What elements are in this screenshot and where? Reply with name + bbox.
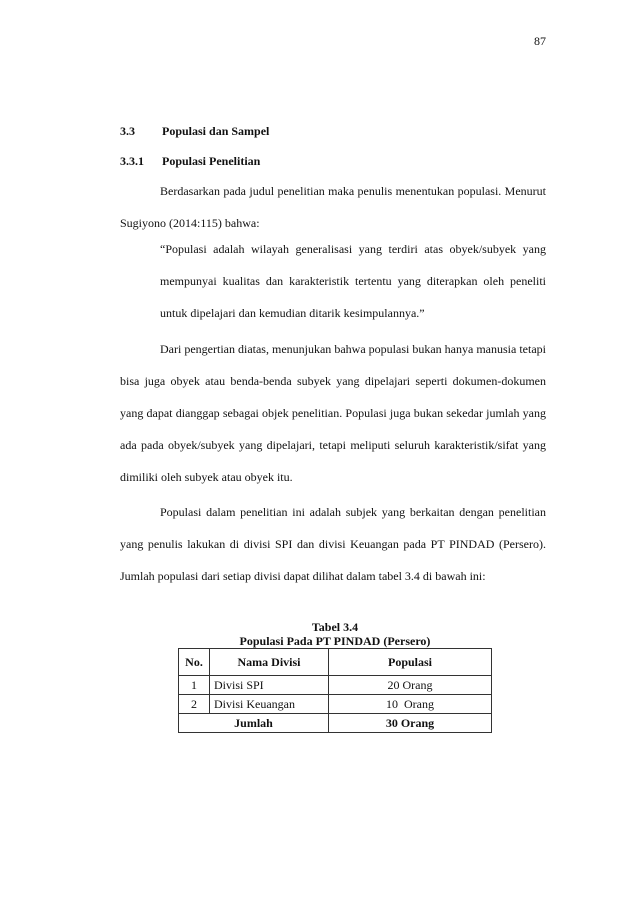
paragraph-population: Populasi dalam penelitian ini adalah subjek yang berkaitan dengan penelitian yang penulis lakukan di divisi SPI dan divisi Keuangan pada PT PINDAD (Persero). Jumlah populasi dari setiap divisi dapat dilihat dalam tabel 3.4 di bawah ini:	[120, 505, 546, 583]
total-population: 30 Orang	[329, 714, 492, 733]
cell-population: 20 Orang	[329, 676, 492, 695]
table-caption-number: Tabel 3.4	[311, 620, 359, 634]
header-no: No.	[179, 649, 210, 676]
header-name: Nama Divisi	[210, 649, 329, 676]
population-table	[178, 648, 492, 733]
cell-name: Divisi Keuangan	[210, 695, 329, 714]
paragraph-definition: Dari pengertian diatas, menunjukan bahwa populasi bukan hanya manusia tetapi bisa juga obyek atau benda-benda subyek yang dipelajari seperti dokumen-dokumen yang dapat dianggap sebagai objek penelitian. Populasi juga bukan sekedar jumlah yang ada pada obyek/subyek yang dipelajari, tetapi meliputi seluruh karakteristik/sifat yang dimiliki oleh subyek atau obyek itu.	[120, 342, 546, 484]
cell-population: 10 Orang	[329, 695, 492, 714]
cell-no: 2	[179, 695, 210, 714]
total-label: Jumlah	[179, 714, 329, 733]
section-number: 3.3	[120, 124, 135, 138]
cell-no: 1	[179, 676, 210, 695]
block-quote: “Populasi adalah wilayah generalisasi yang terdiri atas obyek/subyek yang mempunyai kualitas dan karakteristik tertentu yang diterapkan oleh peneliti untuk dipelajari dan kemudian ditarik kesimpulannya.”	[160, 242, 546, 320]
section-heading	[120, 124, 269, 139]
subsection-title: Populasi Penelitian	[162, 154, 261, 168]
paragraph-intro: Berdasarkan pada judul penelitian maka penulis menentukan populasi. Menurut Sugiyono (2014:115) bahwa:	[120, 184, 546, 230]
header-population: Populasi	[329, 649, 492, 676]
subsection-heading	[120, 154, 260, 169]
subsection-number: 3.3.1	[120, 154, 144, 168]
table-total-row	[179, 714, 492, 733]
table-row	[179, 676, 492, 695]
table-header-row	[179, 649, 492, 676]
table-row	[179, 695, 492, 714]
cell-name: Divisi SPI	[210, 676, 329, 695]
page-number: 87	[534, 34, 546, 48]
table-caption-title: Populasi Pada PT PINDAD (Persero)	[239, 634, 431, 648]
section-title: Populasi dan Sampel	[162, 124, 270, 138]
